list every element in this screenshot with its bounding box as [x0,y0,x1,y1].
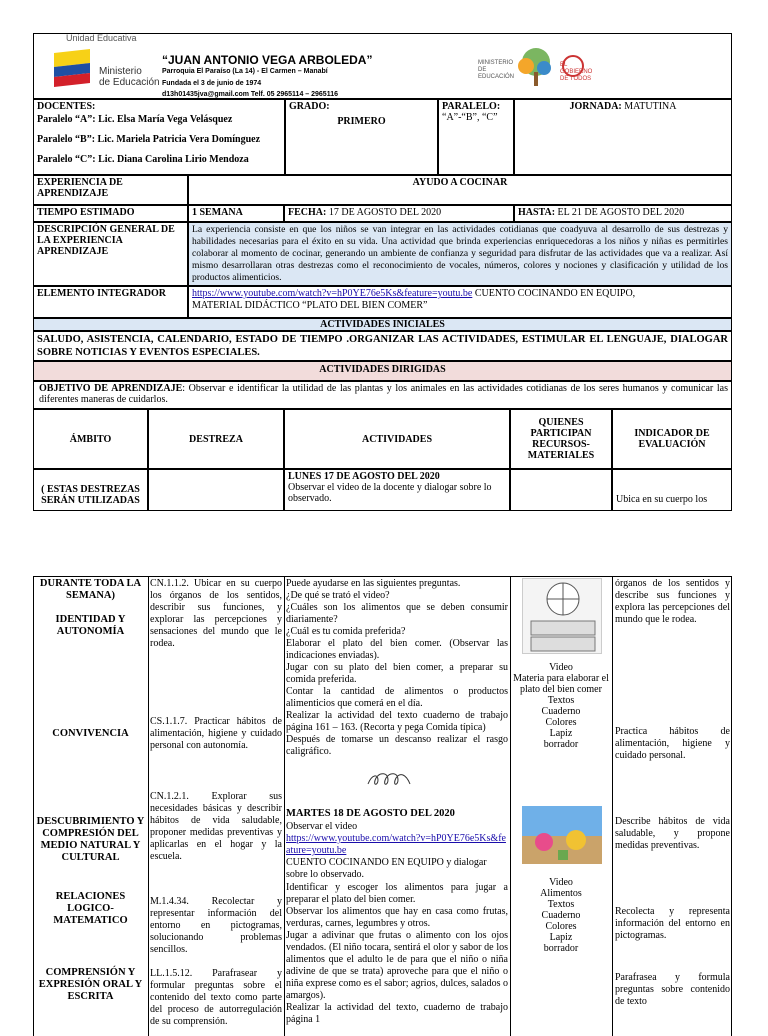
recurso-item: Alimentos [540,888,582,899]
p1-recursos [510,469,612,511]
p1-destreza [148,469,284,511]
tuesday-link[interactable]: https://www.youtube.com/watch?v=hP0YE76e5Ks&feature=youtu.be [286,833,506,856]
paralelo-cell [438,99,514,175]
recursos-monday [511,662,611,750]
recurso-item: borrador [543,943,579,954]
recurso-item: Materia para elaborar el plato del bien comer [513,673,609,695]
destreza-cn121: CN.1.2.1. Explorar sus necesidades básicas y describir hábitos de vida saludable, proponer medidas preventivas y aplicarlas en el hogar y la escuela. [150,791,282,862]
recurso-item: Cuaderno [541,910,581,921]
indicador-recolecta: Recolecta y representa información del entorno en pictogramas. [615,906,730,941]
fecha-cell [284,205,514,222]
plate-drawing-icon [523,579,603,655]
elemento-text2: MATERIAL DIDÁCTICO “PLATO DEL BIEN COMER” [192,300,428,311]
objetivo-cell [33,381,732,409]
ambito-convivencia: CONVIVENCIA [52,728,129,739]
recurso-item: Video [549,877,573,888]
tiempo-value: 1 SEMANA [188,205,284,222]
tuesday-video-block [286,821,508,881]
right-logo-text2: EL GOBIERNO DE TODOS [560,62,593,82]
recurso-item: Colores [545,921,577,932]
ministerio-logo [50,47,96,87]
docentes-label: DOCENTES: [37,101,96,112]
tiempo-label: TIEMPO ESTIMADO [33,205,188,222]
ecuador-flag-logo-icon [50,47,96,87]
p1-activity: Observar el video de la docente y dialogar sobre lo observado. [288,482,492,504]
school-contact: d13h01435jva@gmail.com Telf. 05 2965114 – 2965116 [162,91,338,98]
ambito-week: DURANTE TODA LA SEMANA) [39,578,142,601]
video-scene-icon [522,806,602,864]
docentes-cell [33,99,285,175]
activities-tuesday: Identificar y escoger los alimentos para jugar a preparar el plato del bien comer. Observar los alimentos que hay en casa como frutas, verduras, carnes, legumbres y otros. Jugar a adivinar que frutas o alimento con los ojos vendados. (El niño tocara, sentirá el olor y sabor de los alimentos que el adulto le de para que el niño o niña adivine de que se trata) aproveche para que el niño o niña exprese como es el sabor; agrios, dulces, salados o amargos). Realizar la actividad del texto, cuaderno de trabajo página 1 [286,882,508,1025]
destreza-cn112: CN.1.1.2. Ubicar en su cuerpo los órganos de los sentidos, describir sus funciones, y explorar las percepciones y sensaciones del mundo que le rodea. [150,578,282,649]
dirigidas-title: ACTIVIDADES DIRIGIDAS [33,361,732,381]
elemento-value [188,286,732,318]
recurso-item: Lapiz [549,728,573,739]
hasta-value: EL 21 DE AGOSTO DEL 2020 [555,207,685,218]
activities-monday: Puede ayudarse en las siguientes preguntas. ¿De qué se trató el video? ¿Cuáles son los alimentos que se deben consumir diariamente? ¿Cuál es tu comida preferida? Elaborar el plato del bien comer. (Observar las indicaciones enviadas). Jugar con su plato del bien comer, a preparar su comida preferida. Contar la cantidad de alimentos o productos alimenticios que comerá en el día. Realizar la actividad del texto cuaderno de trabajo página 161 – 163. (Recorta y pega Comida típica) Después de tomarse un descanso realizar el rasgo caligráfico. [286,578,508,757]
indicador-vida-saludable: Describe hábitos de vida saludable, y propone medidas preventivas. [615,816,730,851]
ministerio-line1: Ministerio [99,66,142,77]
exp-value: AYUDO A COCINAR [188,175,732,205]
tuesday-day: MARTES 18 DE AGOSTO DEL 2020 [286,808,455,819]
recurso-item: Textos [547,899,575,910]
col-line [612,576,613,1036]
school-label: Unidad Educativa [66,33,137,43]
head-actividades: ACTIVIDADES [284,409,510,469]
loop-stroke-icon [366,772,412,788]
fecha-value: 17 DE AGOSTO DEL 2020 [326,207,442,218]
ambito-identidad: IDENTIDAD Y AUTONOMÍA [55,614,126,637]
school-name: “JUAN ANTONIO VEGA ARBOLEDA” [162,53,373,67]
ambito-relaciones: RELACIONES LOGICO-MATEMATICO [53,891,128,926]
ambito-descubrimiento: DESCUBRIMIENTO Y COMPRESIÓN DEL MEDIO NATURAL Y CULTURAL [36,816,145,863]
paralelo-label: PARALELO: [442,101,501,112]
desc-value: La experiencia consiste en que los niños se van integrar en las actividades cotidianas que coadyuva al desarrollo de sus destrezas y habilidades necesarias para el éxito en su vida. Una actividad que brinda experiencias enriquecedoras a los niños y niñas es permitirles colaborar al momento de cocinar, generando un ambiente de confianza y seguridad para disfrutar de las actividades que va a realizar. Así mismo desarrollaran otras destrezas como el reconocimiento de vocales, números, colores y nociones y clasificación y utilidad de los productos alimenticios. [188,222,732,286]
video-thumbnail [522,806,602,864]
jornada-value: MATUTINA [621,101,677,112]
fecha-label: FECHA: [288,207,327,218]
head-ambito: ÁMBITO [33,409,148,469]
right-logo-text1: MINISTERIO DE EDUCACIÓN [478,60,515,80]
grado-value: PRIMERO [337,116,386,127]
elemento-link[interactable]: https://www.youtube.com/watch?v=hP0YE76e5Ks&feature=youtu.be [192,288,473,299]
tuesday-cuento: CUENTO COCINANDO EN EQUIPO y dialogar sobre lo observado. [286,857,487,880]
iniciales-text: SALUDO, ASISTENCIA, CALENDARIO, ESTADO DE TIEMPO .ORGANIZAR LAS ACTIVIDADES, ESTIMULAR EL LENGUAJE, DIALOGAR SOBRE NOTICIAS Y EVENTOS ESPECIALES. [33,331,732,361]
grado-label: GRADO: [289,101,330,112]
elemento-label: ELEMENTO INTEGRADOR [33,286,188,318]
recurso-item: Video [549,662,573,673]
recurso-item: Cuaderno [541,706,581,717]
recurso-item: borrador [543,739,579,750]
paralelo-a-teacher: Paralelo “A”: Lic. Elsa María Vega Velásquez [37,114,233,125]
tuesday-observar: Observar el video [286,821,358,832]
caligraphy-icon [366,772,412,788]
hasta-label: HASTA: [518,207,556,218]
indicador-sentidos: órganos de los sentidos y describe sus funciones y explora las percepciones del mundo que le rodea. [615,578,730,625]
recurso-item: Colores [545,717,577,728]
plate-image [522,578,602,654]
head-indicador: INDICADOR DE EVALUACIÓN [612,409,732,469]
col-line [510,576,511,1036]
head-quienes: QUIENES PARTICIPAN RECURSOS-MATERIALES [510,409,612,469]
exp-label: EXPERIENCIA DE APRENDIZAJE [33,175,188,205]
p1-indicador [612,469,732,511]
col-line [284,576,285,1036]
elemento-text1: CUENTO COCINANDO EN EQUIPO, [472,288,636,299]
indicador-parafrasea: Parafrasea y formula preguntas sobre contenido de texto [615,972,730,1007]
grado-cell [285,99,438,175]
iniciales-title: ACTIVIDADES INICIALES [33,318,732,331]
destreza-cs117: CS.1.1.7. Practicar hábitos de alimentación, higiene y cuidado personal con autonomía. [150,716,282,751]
head-destreza: DESTREZA [148,409,284,469]
p1-ambito-text: ( ESTAS DESTREZAS SERÁN UTILIZADAS [41,484,140,506]
indicador-habitos: Practica hábitos de alimentación, higiene y cuidado personal. [615,726,730,761]
objetivo-text: : Observar e identificar la utilidad de las plantas y los animales en las actividades cotidianas de los seres humanos y comunicar las diferentes maneras de cuidarlos. [39,383,728,405]
destreza-m1434: M.1.4.34. Recolectar y representar información del entorno en pictogramas, solucionando problemas sencillos. [150,896,282,955]
jornada-label: JORNADA: [569,101,622,112]
p1-ambito [33,469,148,511]
recurso-item: Textos [547,695,575,706]
col-line [148,576,149,1036]
p1-activities [284,469,510,511]
paralelo-c-teacher: Paralelo “C”: Lic. Diana Carolina Lirio Mendoza [37,154,249,165]
ambito-comprension: COMPRENSIÓN Y EXPRESIÓN ORAL Y ESCRITA [38,967,143,1002]
paralelo-value: “A”-“B”, “C” [442,112,498,123]
objetivo-label: OBJETIVO DE APRENDIZAJE [39,383,183,394]
school-address: Parroquia El Paraíso (La 14) - El Carmen – Manabí [162,68,328,75]
jornada-cell [514,99,732,175]
paralelo-b-teacher: Paralelo “B”: Lic. Mariela Patricia Vera Domínguez [37,134,261,145]
destreza-ll1512: LL.1.5.12. Parafrasear y formular preguntas sobre el contenido del texto como parte del proceso de autorregulación de su comprensión. [150,968,282,1027]
desc-label: DESCRIPCIÓN GENERAL DE LA EXPERIENCIA APRENDIZAJE [33,222,188,286]
school-founded: Fundada el 3 de junio de 1974 [162,80,262,87]
p1-indicador-text: Ubica en su cuerpo los [616,494,708,505]
hasta-cell [514,205,732,222]
recursos-tuesday [511,877,611,954]
ministerio-line2: de Educación [99,77,160,88]
recurso-item: Lapiz [549,932,573,943]
p1-day: LUNES 17 DE AGOSTO DEL 2020 [288,471,440,482]
